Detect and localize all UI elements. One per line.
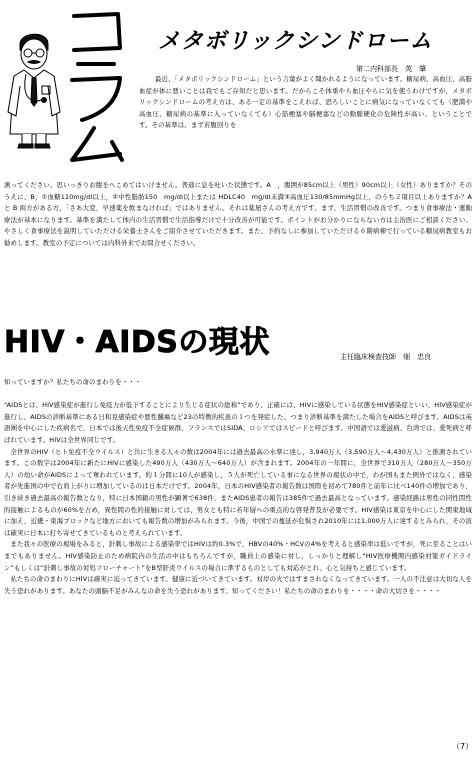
section-title-metabolic: メタボリックシンドローム <box>158 29 433 54</box>
hiv-article-body <box>4 377 472 597</box>
doctor-illustration <box>2 24 66 149</box>
section-title-hiv-aids: HIV・AIDSの現状 <box>4 325 270 360</box>
author-line: 主任臨床検査技師 畑 忠良 <box>340 353 431 361</box>
column-label <box>60 2 132 167</box>
body-paragraph: 測ってください。思いっきりお腹をへこめてはいけません。普通に息を吐いた状態です。A ，腹囲が85cm以上（男性）90cm以上（女性）ありますか？そのうえに、B，①血糖110mg/dl以上，②中性脂肪150 mg/dl以上または HDLC40 mg/dl未満③高血圧130/85mmHg以上，のうち２項目以上ありますか？A と B 両方がある方，「さあ大変，早速薬を飲まなければ」ではありません。それは薬屋さんの考え方です。まず、生活習慣の改善です。つまり食事療法・運動療法が基本になります。基準を満たして体内の生活習慣で生活指導だけで十分改善が可能です。ポイントがお分かりにならない方は主治医にご相談ください。やさしく食事療法を説明していただける栄養士さんをご紹介させていただきます。また、予約なしに参加していただける６階病棟で行っている糖尿病教室もお勧めします。教室の予定については内科外来でお問合せください。 <box>4 181 472 247</box>
page-number: （7） <box>452 742 474 751</box>
intro-text: 知っていますか？私たちの命のまわりを・・・ <box>4 378 142 386</box>
body-paragraph: “AIDSとは、HIV感染症が進行し免疫力が低下することにより生じる症状の総称”であり、正確には、HIVに感染している状態をHIV感染症といい、HIV感染症が進行し、AIDSの診断基準にある日和見感染症や悪性腫瘍など23の特徴的疾患の１つを発症した、つまり診断基準を満たした場合をAIDSと呼びます。AIDSは英語圏を中心にした疾病名で、日本では後天性免疫不全症候群、フランスではSIDA、ロシアではスピードと呼びます。中国語では愛滋病、台湾では、愛死病と呼ばれています。HIVは全世界同じです。 <box>4 401 472 444</box>
body-paragraph: また我々の医療の現場をみると，針刺し事故による感染率ではHIVは約0.3%で，HBVの40%・HCVの4%を考えると感染率は低いですが，死に至ることはいまでもありません。HIV感染防止のため病院内の生活の中はもちろんですが，職員上の感染に対し，しっかりと理解し“HIV医療機関内感染対策ガイドライン”もしくは“針刺し事故の対処フローチャート”をB型肝炎ウイルスの場合に準ずるものとしても対応がとれ、心と気持ちと感じています。 <box>4 540 472 572</box>
body-paragraph: 全世界のHIV（ヒト免疫不全ウイルス）と共に生きる人々の数は2004年には過去最高の水準に達し，3,940万人（3,590万人～4,430万人）と推測されています。この数字は2004年に新たにHIVに感染した490万人（430万人～640万人）が含まれます。2004年の一年間に，全世界で310万人（280万人～350万人）の幼い命がAIDSによって奪われています。約１分間に10人が感染し，５人が死亡している事になる世界の現状の中で，わが国もまた例外ではなく，感染者が先進国の中で右肩上がりに増加しているのは日本だけです。2004年，日本のHIV感染者の報告数は国際を初めて780件と前年に比べ140件の増加であり，引き続き過去最高の報告数となり，特に日本国籍の男性が顕著で638件，またAIDS患者の報告は385件で過去最高となっています。感染経路は男性の同性間性的接触によるものが60%を占め，異性間の性的接触に対しては，男女とも特に若年層への重点的な啓発普及が必要です。HIV感染は東京を中心にした関東地域に加え，近畿・東海ブロックなど地方においても報告数の増加がみられます。今後，中国での蔓延が危惧され2010年には1,000万人に達するとみられ，その波は確実に日本に打ち寄せてきているものと考えられています。 <box>4 447 472 537</box>
body-paragraph: 最近、「メタボリックシンドローム」という言葉がよく聞かれるようになっています。糖尿病、高血圧、高脂血症が体に悪いことは我でもご存知だと思います。だからこそ体重やら血圧やらに気を使うわけですが、メタボリックシンドロームの考え方は、ある一定の基準をこえれば、恐ろしいことに病気になっていなくても（肥満や高血圧、糖尿病の基準に入っていなくても）心筋梗塞や脳梗塞などの動脈硬化の危険性が高い、ということです。その基準は、まず若腹回りを <box>139 75 472 130</box>
author-line: 第二内科部長 英 肇 <box>356 65 426 73</box>
body-paragraph: 私たちの命のまわりにHIVは確実に迫ってきています。健康に近づいてきています。対岸の火ではすまされなくなってきています。一人の不注意は大切な人を失う恐れがあります。あなたの頭脳不足がみんなの命を失う恐れがあります。知ってください！私たちの命のまわりを・・・・命の大切さを・・・・ <box>4 575 472 595</box>
